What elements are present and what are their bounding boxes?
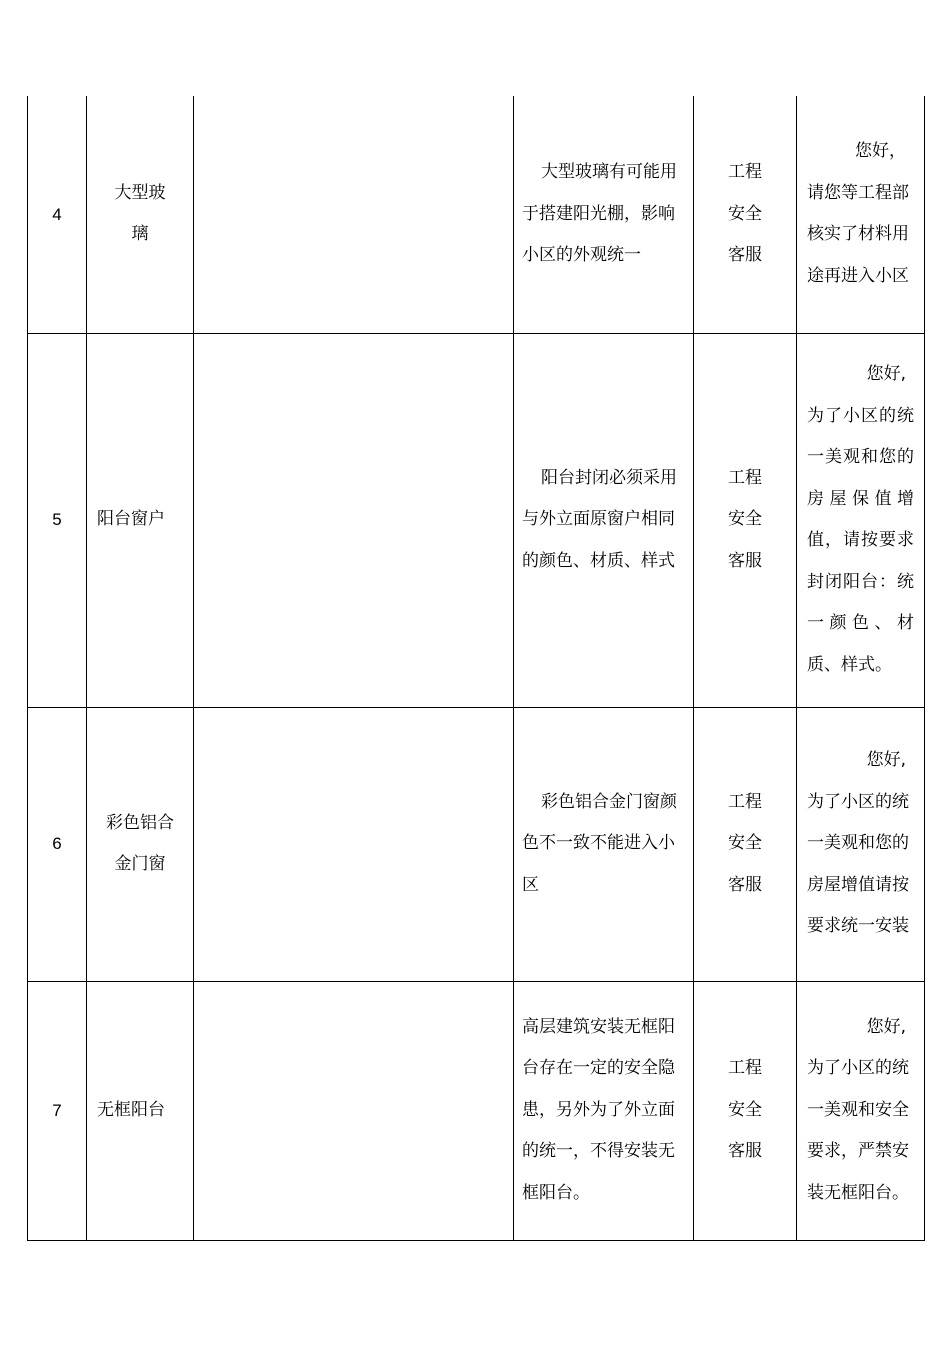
reply-text: 为了小区的统一美观和安全要求，严禁安装无框阳台。 — [807, 1058, 909, 1203]
image-cell — [194, 333, 514, 707]
reply-cell — [797, 707, 925, 981]
department-line: 安全 — [728, 1099, 762, 1120]
department-line: 客服 — [728, 245, 762, 265]
department-line: 工程 — [728, 467, 762, 488]
reply-text: 请您等工程部核实了材料用途再进入小区 — [807, 182, 909, 286]
item-name-line: 大型玻 — [114, 182, 166, 203]
item-name — [87, 707, 194, 981]
image-cell — [194, 96, 514, 333]
department-line: 安全 — [728, 203, 762, 224]
item-name-line: 彩色铝合 — [106, 812, 174, 833]
item-name — [87, 981, 194, 1240]
reply-cell — [797, 981, 925, 1240]
image-cell — [194, 707, 514, 981]
row-number: 4 — [28, 96, 87, 333]
reason-cell: 阳台封闭必须采用与外立面原窗户相同的颜色、材质、样式 — [514, 333, 694, 707]
table-row — [28, 981, 925, 1240]
department-cell — [694, 96, 797, 333]
reason-cell: 彩色铝合金门窗颜色不一致不能进入小区 — [514, 707, 694, 981]
department-line: 安全 — [728, 833, 762, 854]
reply-text: 为了小区的统一美观和您的房屋增值请按要求统一安装 — [807, 791, 909, 937]
reply-greeting: 您好， — [855, 141, 906, 162]
department-cell — [694, 981, 797, 1240]
item-name-line: 无框阳台 — [97, 1099, 165, 1120]
department-cell — [694, 707, 797, 981]
row-number: 7 — [28, 981, 87, 1240]
table-row — [28, 333, 925, 707]
table-row — [28, 96, 925, 333]
department-line: 工程 — [728, 162, 762, 182]
department-cell — [694, 333, 797, 707]
materials-table — [27, 96, 925, 1241]
item-name — [87, 333, 194, 707]
reason-cell: 大型玻璃有可能用于搭建阳光棚，影响小区的外观统一 — [514, 96, 694, 333]
table-row — [28, 707, 925, 981]
item-name-line: 阳台窗户 — [97, 509, 165, 530]
department-line: 客服 — [728, 550, 762, 571]
reason-cell: 高层建筑安装无框阳台存在一定的安全隐患，另外为了外立面的统一，不得安装无框阳台。 — [514, 981, 694, 1240]
department-line: 安全 — [728, 509, 762, 530]
reply-greeting: 您好, — [866, 1016, 906, 1037]
item-name-line: 金门窗 — [114, 854, 166, 874]
reply-cell — [797, 96, 925, 333]
item-name-line: 璃 — [131, 224, 149, 245]
department-line: 客服 — [728, 874, 762, 895]
item-name — [87, 96, 194, 333]
department-line: 工程 — [728, 1058, 762, 1079]
reply-greeting: 您好, — [866, 364, 906, 384]
department-line: 客服 — [728, 1141, 762, 1162]
reply-cell — [797, 333, 925, 707]
row-number: 6 — [28, 707, 87, 981]
row-number: 5 — [28, 333, 87, 707]
reply-greeting: 您好, — [866, 750, 906, 771]
reply-text: 为了小区的统一美观和您的房屋保值增值，请按要求封闭阳台：统一颜色、材质、样式。 — [807, 405, 914, 675]
department-line: 工程 — [728, 791, 762, 812]
image-cell — [194, 981, 514, 1240]
